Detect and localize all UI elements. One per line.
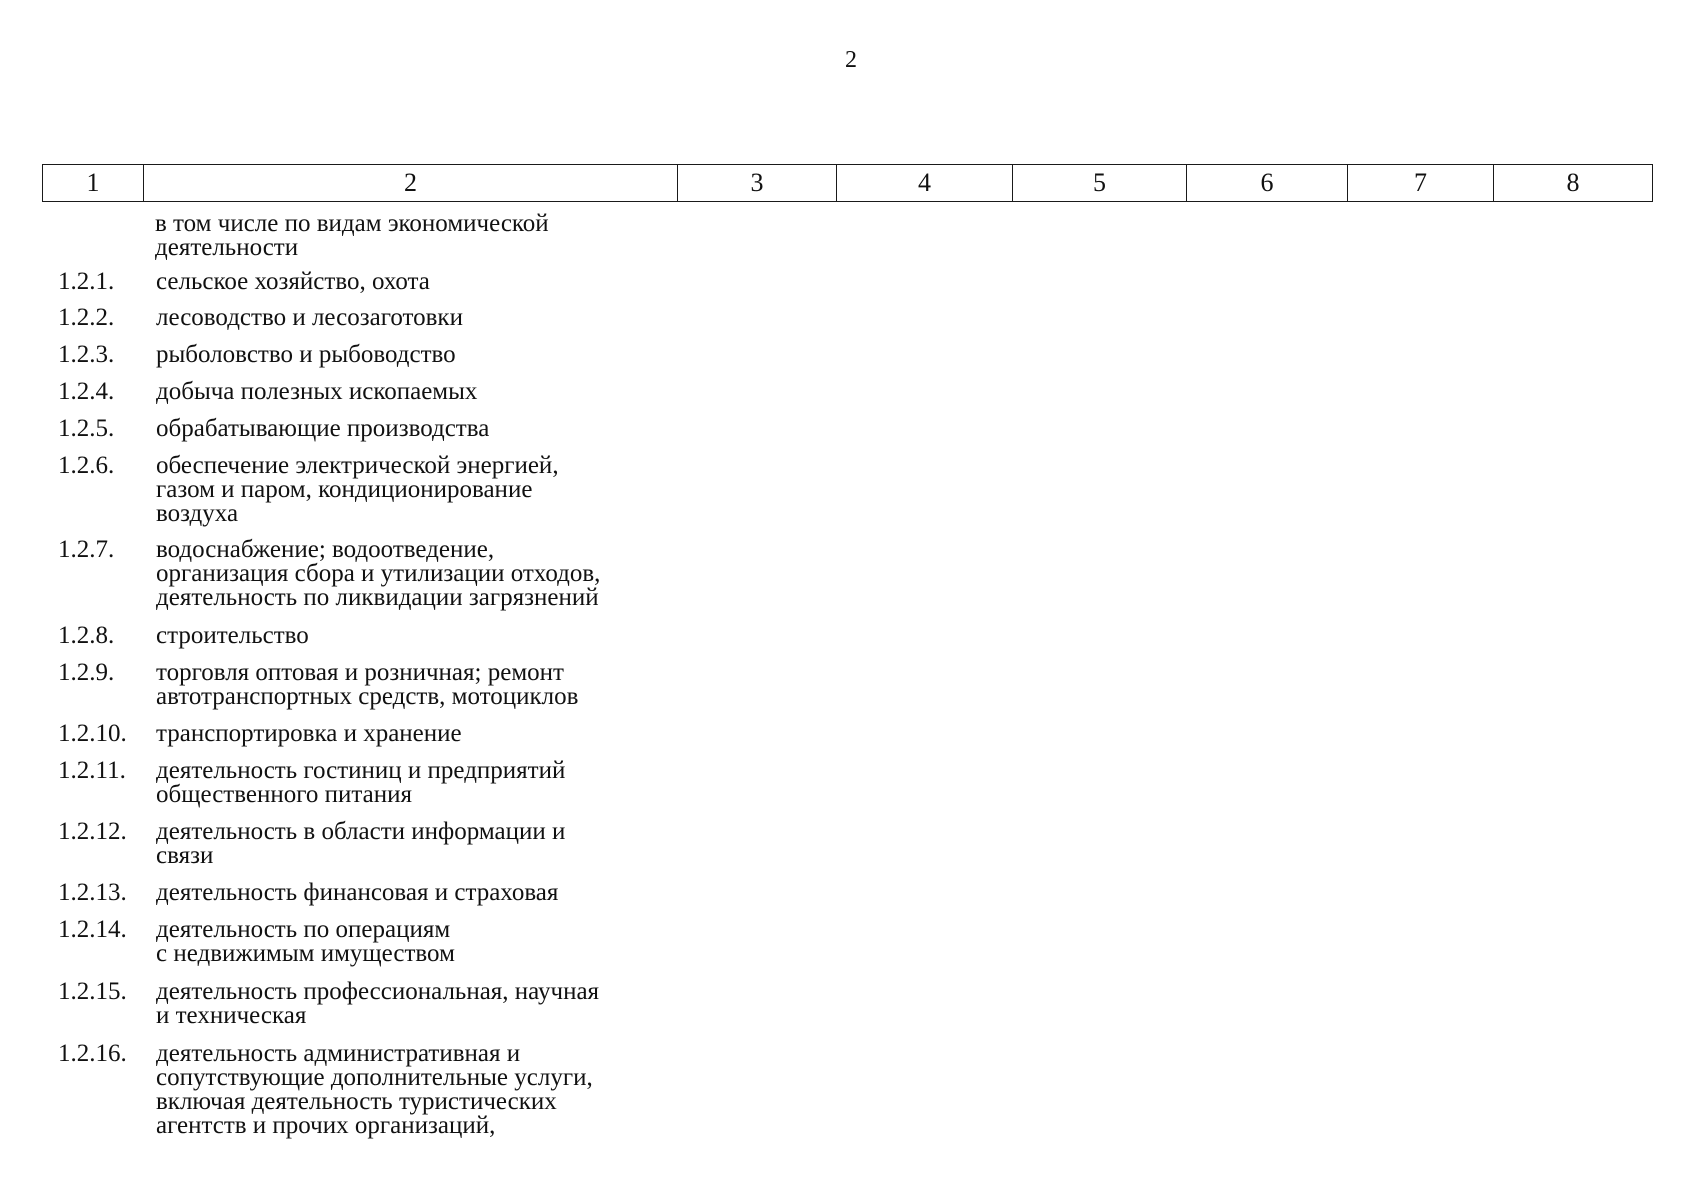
item-label: деятельность административная и сопутствующие дополнительные услуги, включая деятельность туристических агентств и прочих организаций, — [156, 1040, 593, 1139]
header-cell-6: 6 — [1187, 165, 1348, 202]
header-cell-8: 8 — [1494, 165, 1653, 202]
item-code: 1.2.1. — [58, 268, 115, 295]
item-label: деятельность гостиниц и предприятий общественного питания — [156, 757, 566, 808]
item-label: лесоводство и лесозаготовки — [156, 304, 463, 331]
item-code: 1.2.14. — [58, 916, 127, 943]
item-code: 1.2.16. — [58, 1040, 127, 1067]
page-number: 2 — [845, 47, 857, 73]
item-code: 1.2.7. — [58, 536, 115, 563]
item-code: 1.2.4. — [58, 378, 115, 405]
header-cell-5: 5 — [1013, 165, 1187, 202]
header-cell-2: 2 — [144, 165, 678, 202]
item-label: добыча полезных ископаемых — [156, 378, 478, 405]
item-code: 1.2.8. — [58, 622, 115, 649]
item-code: 1.2.11. — [58, 757, 126, 784]
item-label: обрабатывающие производства — [156, 415, 490, 442]
header-cell-1: 1 — [43, 165, 144, 202]
item-code: 1.2.3. — [58, 341, 115, 368]
item-label: деятельность профессиональная, научная и техническая — [156, 978, 600, 1029]
item-label: рыболовство и рыбоводство — [156, 341, 456, 368]
item-label: деятельность по операциям с недвижимым имуществом — [156, 916, 455, 967]
item-label: транспортировка и хранение — [156, 720, 462, 747]
item-label: деятельность финансовая и страховая — [156, 879, 559, 906]
item-code: 1.2.2. — [58, 304, 115, 331]
item-label: водоснабжение; водоотведение, организация сбора и утилизации отходов, деятельность по ликвидации загрязнений — [156, 536, 601, 611]
header-row — [43, 165, 1653, 202]
item-label: строительство — [156, 622, 309, 649]
item-label: торговля оптовая и розничная; ремонт автотранспортных средств, мотоциклов — [156, 659, 579, 710]
item-code: 1.2.13. — [58, 879, 127, 906]
column-number-header — [42, 164, 1653, 202]
header-cell-4: 4 — [837, 165, 1013, 202]
header-cell-3: 3 — [678, 165, 837, 202]
item-label: сельское хозяйство, охота — [156, 268, 430, 295]
item-label: обеспечение электрической энергией, газом и паром, кондиционирование воздуха — [156, 452, 559, 527]
section-intro: в том числе по видам экономической деятельности — [155, 210, 549, 261]
item-code: 1.2.12. — [58, 818, 127, 845]
item-code: 1.2.6. — [58, 452, 115, 479]
item-code: 1.2.15. — [58, 978, 127, 1005]
item-label: деятельность в области информации и связи — [156, 818, 566, 869]
item-code: 1.2.9. — [58, 659, 115, 686]
header-cell-7: 7 — [1348, 165, 1494, 202]
item-code: 1.2.10. — [58, 720, 127, 747]
item-code: 1.2.5. — [58, 415, 115, 442]
